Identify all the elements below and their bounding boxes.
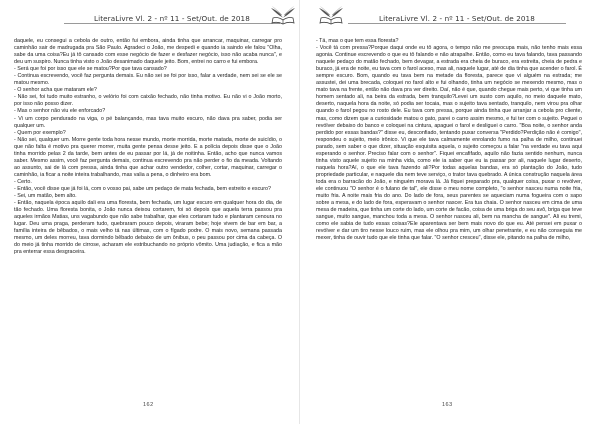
paragraph: - O senhor acha que mataram ele? xyxy=(14,87,97,94)
left-page-header xyxy=(14,0,286,40)
header-rule xyxy=(348,23,566,24)
magazine-header-title: LiteraLivre Vl. 2 - nº 11 - Set/Out. de 2018 xyxy=(379,14,535,23)
paragraph: - Vi um corpo pendurado na viga, o pé balançando, mas tava muito escuro, não dava pra saber, podia ser qualquer um. xyxy=(14,115,282,129)
paragraph: - Tá, mas o que tem essa floresta? xyxy=(316,38,399,44)
paragraph: - Você tá com pressa?Porque daqui onde eu tô agora, o tempo não me preocupa mais, não tenho mais essa agonia. Continue escrevendo o que eu tô falando e não atrapalhe. Então, como eu tava falando, tava passando naquele pedaço do matão fechado, bem devagar, a estrada era cheia de buraco, era estreita, cheia de pedra e buraco, já era de noite, eu tava com o farol aceso, mas ali, naquele lugar, até de dia tinha que acender o farol. É sempre escuro. Bom, quando eu tava bem na metade da floresta, parece que vi alguém na estrada; me assustei, dei uma brecada, coloquei no farol alto e fui olhando, tinha um negócio se mexendo mesmo, mas o mato tava na frente, então não dava pra ver direito. Daí, não é que, quando chegue mais perto, vi que tinha um homem sentado ali, na beira da estrada, bem tranquilo?Levei um susto com aquilo, no meio daquele mato, deserto, naquela hora da noite, só podia ser tocaia, mas o sujeito tava sentado, tranquilo, nem virou pra olhar quando o farol pegou no rosto dele. Eu tava com pressa, porque ainda tinha que arranjar a cebola pro cliente, mas, como dizem que a curiosidade matou o gato, parei o carro assim mesmo, e fui ter com o sujeito. Peguei o revólver debaixo do banco e coloquei na cintura, apaguei o farol e desliguei o carro. "Boa noite, o senhor anda perdido por essas bandas?" disse eu, desconfiado, tentando puxar conversa "Perdido?Perdição não é comigo", respondeu o sujeito, meio irônico. Vi que ele tava calmamente enrolando fumo na palha de milho, continuei parado, sem saber o que dizer, situação esquisita aquela, o sujeito começou a falar "na verdade eu tava aqui esperando o senhor. Preciso falar com o senhor". Fiquei encafifado, aquilo não fazia sentido nenhum, nunca tinha visto aquele sujeito na minha vida, como ele ia saber que eu ia passar por ali, naquele lugar deserto, naquela hora?Aí, o que ele tava fazendo ali?Por todas aquelas bandas, era só plantação do João, tudo propriedade particular, e naquele dia nem teve serviço, o trator tava quebrado. A única construção naquela área toda era o barracão do João, e ninguém morava lá. Já fiquei preparado pra, qualquer coisa, puxar o revólver, ele continuou "O senhor é o fulano de tal", ele disse o meu nome completo, "o senhor nasceu numa noite fria, muito fria. A noite mais fria do ano. Do lado de fora, seus parentes se aqueciam numa fogueira com o sapo sobre a mesa, e do lado de fora, esperavam o senhor nascer. Era tua chaia. O senhor nasceu em cima de uma mesa de madeira, que tinha um corte do lado, um corte de facão, coisa de uma briga do seu avô, briga que teve sangue, muito sangue, manchou toda a mesa. O senhor nasceu ali, bem na mancha de sangue". Ali eu tremi, como ele sabia de tudo essas coisas?Ele aparentava ser bem mais novo do que eu. Até pensei em puxar o revólver e dar um tiro nesse louco ruim, mas ele olhou pra mim, um olhar penetrante, e eu não conseguia me mexer, tinha de ouvir tudo que ele tinha que falar. "O senhor cresceu", disse ele, pitando na palha de milho, xyxy=(316,45,582,242)
paragraph: - Não sei, foi tudo muito estranho, o velório foi com caixão fechado, não tinha motivo. Eu não vi o João morto, por isso não posso dizer. xyxy=(14,94,282,108)
paragraph: - Sei, um matão, bem alto. xyxy=(14,193,77,200)
left-page-text xyxy=(14,38,282,256)
paragraph: - Mas o senhor não viu ele enforcado? xyxy=(14,108,106,115)
paragraph: - Quem por exemplo? xyxy=(14,129,66,136)
paragraph: - Continua escrevendo, você faz pergunta demais. Eu não sei se foi por isso, falar a verdade, nem sei se ele se matou mesmo. xyxy=(14,73,282,87)
winged-book-logo-icon xyxy=(270,4,296,28)
paragraph: - Então, você disse que já foi lá, com o vosso pai, sabe um pedaço de mata fechada, bem estreito e escuro? xyxy=(14,185,271,192)
paragraph: - Será que foi por isso que ele se matou?Por que tava cansado? xyxy=(14,66,167,73)
page-number: 162 xyxy=(143,402,154,408)
paragraph: - Então, naquela época aquilo dali era uma floresta, bem fechada, um lugar escuro em qualquer hora do dia, de tão fechado. Uma floresta bonita, o João nunca deixou cortarem, foi só depois que aquela terra passou pra aqueles irmãos Matias, uns vagabundo que não sabe trabalhar, que eles cortaram tudo e plantaram cenoura no lugar. Deu uma praga, perderam tudo, quebraram pouco depois, viraram bebe; hoje vivem de bar em bar, a família inteira de bêbados, o mais velho tá nas últimas, com o fígado podre. O mais novo, semana passada mesmo, um deles morreu, tava dormindo bêbado debaixo de um ônibus, o peu passou por cima da cabeça. O do meio já tinha morrido de cirrose, acharam ele estribuchando no próprio vômito. Uma judiação, e fica a mão pra enterrar essa desgraceira. xyxy=(14,200,282,256)
magazine-header-title: LiteraLivre Vl. 2 - nº 11 - Set/Out. de 2018 xyxy=(94,14,250,23)
right-page-text xyxy=(316,38,582,242)
winged-book-logo-icon xyxy=(318,4,344,28)
right-page xyxy=(300,0,600,424)
header-rule xyxy=(64,23,280,24)
paragraph: - Não sei, qualquer um. Morre gente toda hora nesse mundo, morte morrida, morte matada, morte de suicídio, o que não falta é motivo pra querer morrer, muita gente pensa desse jeito. E a polícia depois disse que o João tinha morrido pelas 2 da tarde, bem antes de eu passar por lá, já de noitinha. Então, acho que nunca vamos saber. Mesmo assim, você faz pergunta demais, continua escrevendo pra não perder o fio da meada. Voltando ao assunto, sai de lá com pressa, ainda tinha que achar outro vendedor, colher, cortar, maquinar, carregar o caminhão, ia ficar a noite inteira trabalhando, mas valia a pena, o dinheiro era bom. xyxy=(14,136,282,178)
paragraph: daquele, eu consegui a cebola de outro, então fui embora, ainda tinha que arrancar, maquinar, carregar pro caminhão sair de madrugada pra São Paulo. Agradeci o João, me despedi e quando ia saindo ele falou "Olha, sabe da uma coisa?Eu já tô cansado com esse negócio de fazer e desfazer negócio, isso não acaba nunca", e deu um suspiro. Nunca tinha visto o João desanimado daquele jeito. Bom, entrei no carro e fui embora. xyxy=(14,38,282,66)
right-page-header xyxy=(314,0,586,40)
paragraph: - Certo. xyxy=(14,178,32,185)
page-number: 163 xyxy=(442,402,453,408)
